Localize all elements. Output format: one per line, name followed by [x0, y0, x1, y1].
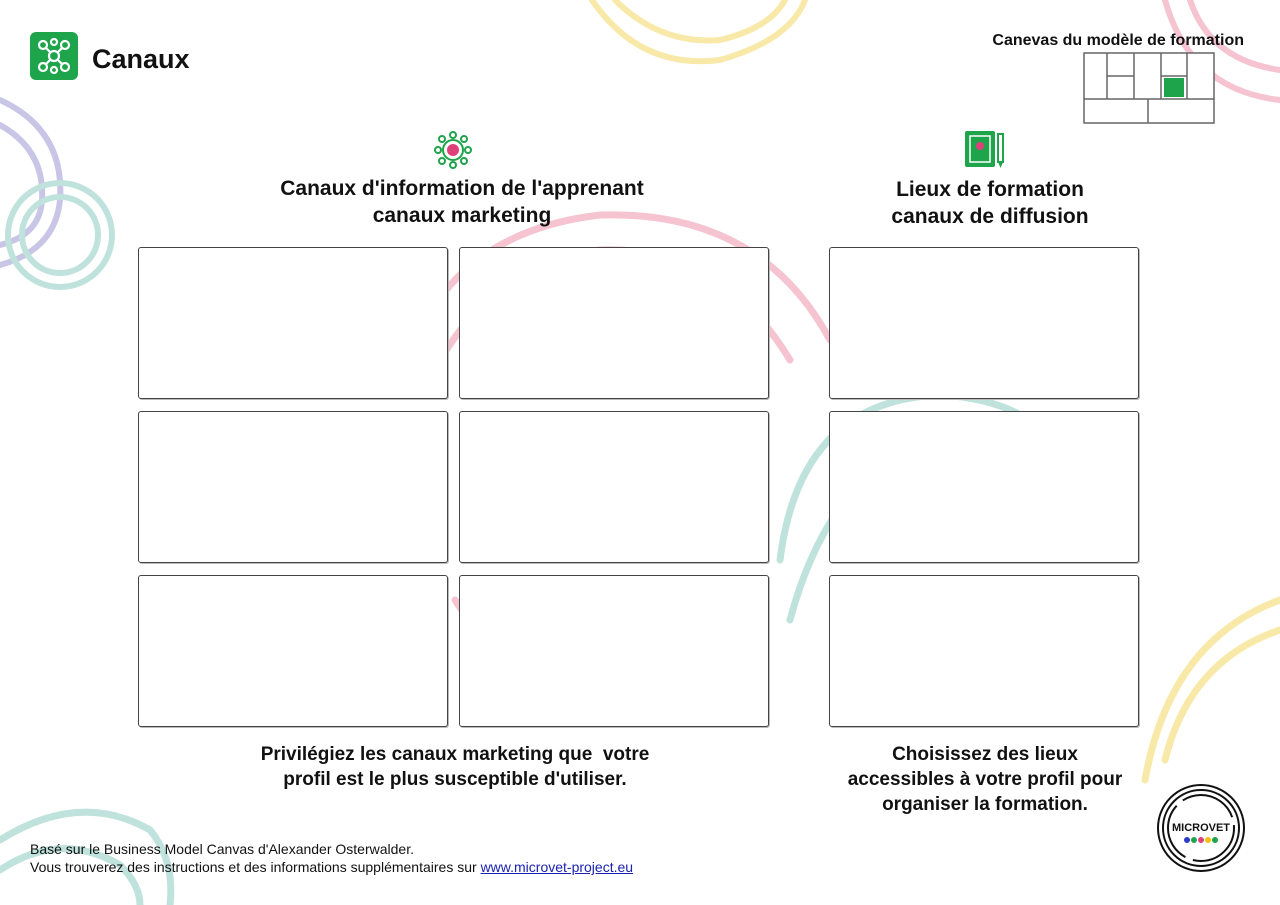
right-title-line1: Lieux de formation [896, 178, 1084, 201]
footer-credit: Basé sur le Business Model Canvas d'Alexander Osterwalder. [30, 841, 414, 857]
training-location-box-1[interactable] [829, 247, 1139, 399]
website-link[interactable]: www.microvet-project.eu [480, 859, 634, 875]
left-column-title [222, 175, 702, 229]
marketing-channel-box-6[interactable] [459, 575, 769, 727]
network-icon [30, 32, 78, 80]
book-pen-icon [962, 128, 1006, 170]
right-note-line3: organiser la formation. [882, 794, 1088, 815]
logo-text: MICROVET [1171, 822, 1231, 834]
left-note-line2: profil est le plus susceptible d'utiliser. [283, 769, 627, 790]
marketing-channel-box-5[interactable] [138, 575, 448, 727]
left-column-note [200, 742, 710, 792]
right-note-line1: Choisissez des lieux [892, 744, 1078, 765]
microvet-logo [1155, 782, 1247, 874]
left-title-line2: canaux marketing [372, 204, 552, 227]
left-note-line1: Privilégiez les canaux marketing que votre [260, 744, 650, 765]
right-column-note [820, 742, 1150, 817]
marketing-channel-box-1[interactable] [138, 247, 448, 399]
training-location-box-3[interactable] [829, 575, 1139, 727]
marketing-channel-box-3[interactable] [138, 411, 448, 563]
right-column-title [830, 176, 1150, 230]
canvas-overview-map [1083, 52, 1215, 124]
footer-info-text: Vous trouverez des instructions et des informations supplémentaires sur [30, 859, 481, 875]
marketing-channel-box-2[interactable] [459, 247, 769, 399]
marketing-channel-box-4[interactable] [459, 411, 769, 563]
page-title: Canaux [92, 44, 190, 74]
right-note-line2: accessibles à votre profil pour [847, 769, 1123, 790]
left-title-line1: Canaux d'information de l'apprenant [280, 177, 644, 200]
canvas-label: Canevas du modèle de formation [992, 32, 1244, 49]
flower-icon [432, 130, 474, 170]
footer [30, 840, 633, 876]
footer-info [30, 858, 633, 876]
training-location-box-2[interactable] [829, 411, 1139, 563]
right-title-line2: canaux de diffusion [891, 205, 1089, 228]
